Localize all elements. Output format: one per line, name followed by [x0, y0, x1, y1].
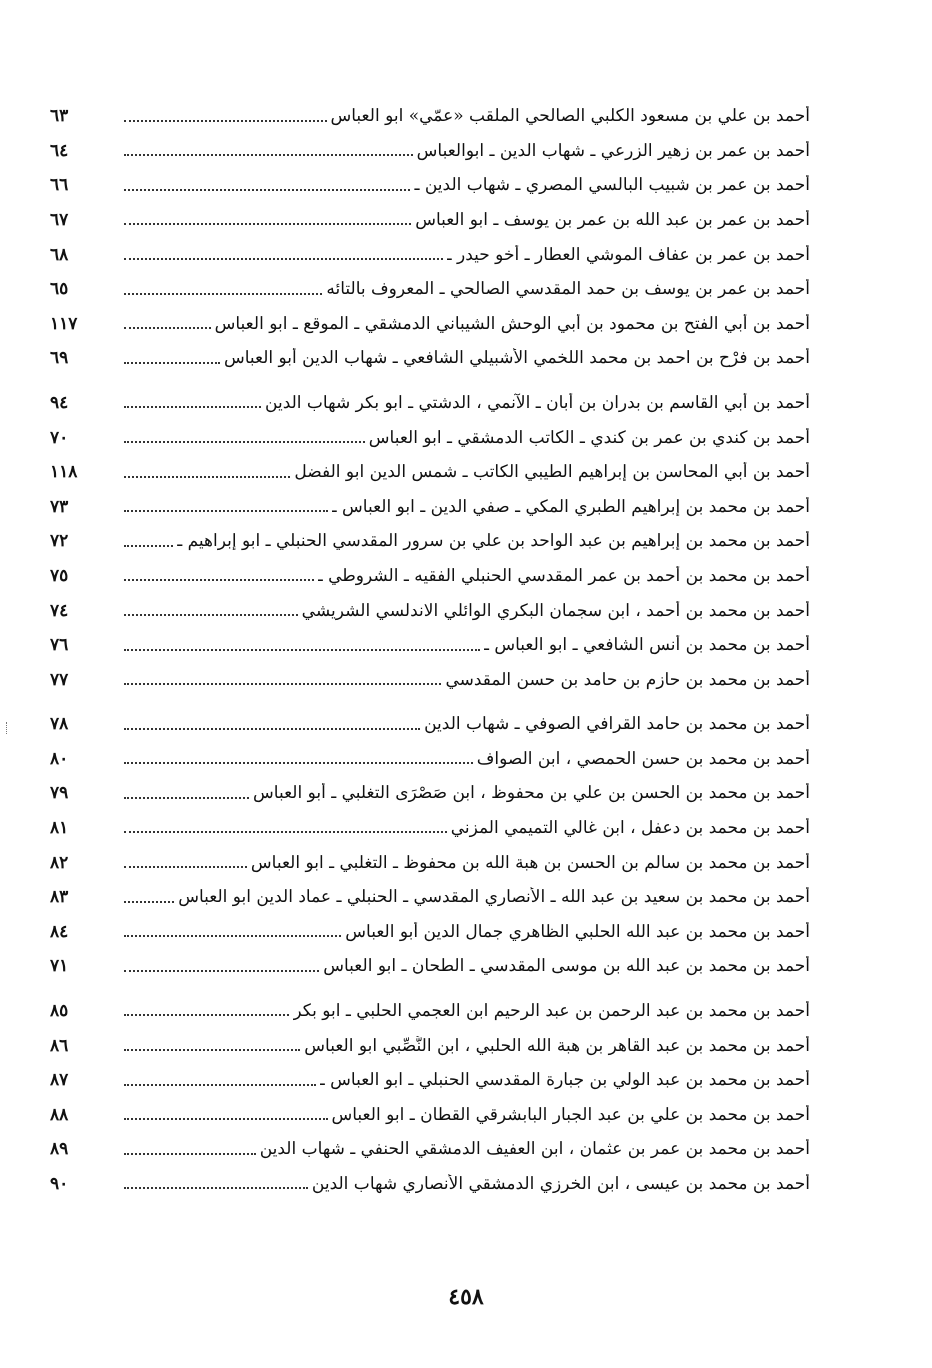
dot-leader — [124, 728, 420, 730]
index-entry — [50, 704, 810, 739]
entry-page-number: ٦٥ — [50, 279, 69, 300]
index-entry — [50, 773, 810, 808]
entry-title: أحمد بن محمد بن عمر بن عثمان ، ابن العفيف الدمشقي الحنفي ـ شهاب الدين — [259, 1139, 810, 1160]
dot-leader — [124, 649, 480, 651]
index-entry — [50, 417, 810, 452]
entry-page-number: ٨٤ — [50, 921, 69, 942]
index-entry — [50, 521, 810, 556]
entry-page-number: ٦٤ — [50, 140, 69, 161]
dot-leader — [124, 579, 314, 581]
entry-page-number: ٨٩ — [50, 1139, 69, 1160]
dot-leader — [124, 1118, 328, 1120]
dot-leader — [124, 293, 322, 295]
dot-leader — [124, 970, 319, 972]
entry-title: أحمد بن عمر بن عفاف الموشي العطار ـ أخو حيدر ـ — [446, 244, 810, 265]
index-entry — [50, 660, 810, 695]
entry-page-number: ٧٢ — [50, 531, 69, 552]
entry-page-number: ٧٣ — [50, 496, 69, 517]
entry-title: أحمد بن أبي المحاسن بن إبراهيم الطيبي الكاتب ـ شمس الدين ابو الفضل — [294, 462, 810, 483]
entry-title: أحمد بن محمد بن عبد القاهر بن هبة الله الحلبي ، ابن النُّصِّبي ابو العباس — [304, 1035, 810, 1056]
dot-leader — [124, 1049, 300, 1051]
dot-leader — [124, 1153, 256, 1155]
dot-leader — [124, 510, 328, 512]
margin-mark — [6, 722, 9, 734]
entry-page-number: ٨٣ — [50, 887, 69, 908]
entry-page-number: ٦٣ — [50, 106, 69, 127]
dot-leader — [124, 258, 443, 260]
dot-leader — [124, 189, 410, 191]
entry-title: أحمد بن محمد بن عبد الله بن موسى المقدسي ـ الطحان ـ ابو العباس — [323, 956, 810, 977]
index-entry — [50, 946, 810, 981]
entry-title: أحمد بن محمد بن حسن الحمصي ، ابن الصواف — [476, 748, 810, 769]
entry-title: أحمد بن كندي بن عمر بن كندي ـ الكاتب الدمشقي ـ ابو العباس — [368, 427, 810, 448]
dot-leader — [124, 223, 411, 225]
index-entry — [50, 739, 810, 774]
index-entry — [50, 590, 810, 625]
index-entry — [50, 452, 810, 487]
entry-title: أحمد بن أبي الفتح بن محمود بن أبي الوحش الشيباني الدمشقي ـ الموقع ـ ابو العباس — [214, 313, 810, 334]
entry-page-number: ٦٩ — [50, 348, 69, 369]
entry-page-number: ١١٨ — [50, 462, 78, 483]
index-entry — [50, 912, 810, 947]
dot-leader — [124, 545, 173, 547]
index-entry — [50, 556, 810, 591]
index-entry — [50, 1164, 810, 1199]
dot-leader — [124, 866, 247, 868]
entry-page-number: ٨١ — [50, 818, 69, 839]
index-entry — [50, 842, 810, 877]
entry-page-number: ٧٦ — [50, 635, 69, 656]
index-entry — [50, 1129, 810, 1164]
page-number-footer: ٤٥٨ — [448, 1284, 484, 1310]
index-entry — [50, 808, 810, 843]
entry-title: أحمد بن محمد بن حامد القرافي الصوفي ـ شهاب الدين — [424, 714, 810, 735]
dot-leader — [124, 797, 249, 799]
entry-page-number: ٦٨ — [50, 244, 69, 265]
index-entry — [50, 1060, 810, 1095]
entry-title: أحمد بن محمد بن إبراهيم الطبري المكي ـ صفي الدين ـ ابو العباس ـ — [331, 496, 810, 517]
dot-leader — [124, 154, 413, 156]
index-entry — [50, 338, 810, 373]
index-entry — [50, 1095, 810, 1130]
entry-page-number: ٧٧ — [50, 669, 69, 690]
dot-leader — [124, 831, 447, 833]
dot-leader — [124, 120, 327, 122]
entry-page-number: ٨٨ — [50, 1104, 69, 1125]
entry-page-number: ٨٥ — [50, 1001, 69, 1022]
index-entry — [50, 383, 810, 418]
dot-leader — [124, 762, 473, 764]
index-list — [50, 96, 810, 1198]
entry-page-number: ٧١ — [50, 956, 69, 977]
entry-page-number: ٧٥ — [50, 565, 69, 586]
index-entry — [50, 304, 810, 339]
entry-page-number: ٨٠ — [50, 748, 69, 769]
index-entry — [50, 991, 810, 1026]
entry-title: أحمد بن محمد بن سالم بن الحسن بن هبة الله بن محفوظ ـ التغلبي ـ ابو العباس — [250, 852, 810, 873]
entry-title: أحمد بن محمد بن عبد الله الحلبي الظاهري جمال الدين أبو العباس — [345, 921, 810, 942]
index-entry — [50, 487, 810, 522]
index-entry — [50, 269, 810, 304]
index-entry — [50, 877, 810, 912]
entry-page-number: ٩٤ — [50, 392, 69, 413]
dot-leader — [124, 935, 341, 937]
dot-leader — [124, 406, 261, 408]
dot-leader — [124, 901, 174, 903]
dot-leader — [124, 327, 211, 329]
entry-title: أحمد بن محمد بن أنس الشافعي ـ ابو العباس ـ — [483, 635, 810, 656]
index-entry — [50, 1025, 810, 1060]
entry-title: أحمد بن محمد بن علي بن عبد الجبار البابشرقي القطان ـ ابو العباس — [331, 1104, 810, 1125]
dot-leader — [124, 1187, 308, 1189]
dot-leader — [124, 683, 441, 685]
entry-title: أحمد بن محمد بن سعيد بن عبد الله ـ الأنصاري المقدسي ـ الحنبلي ـ عماد الدين ابو العباس — [178, 887, 810, 908]
entry-title: أحمد بن محمد بن إبراهيم بن عبد الواحد بن علي بن سرور المقدسي الحنبلي ـ ابو إبراهيم ـ — [177, 531, 810, 552]
dot-leader — [124, 614, 298, 616]
entry-title: أحمد بن محمد بن عبد الولي بن جبارة المقدسي الحنبلي ـ ابو العباس ـ — [319, 1070, 810, 1091]
entry-page-number: ٦٦ — [50, 175, 69, 196]
entry-title: أحمد بن عمر بن زهير الزرعي ـ شهاب الدين ـ ابوالعباس — [416, 140, 810, 161]
entry-title: أحمد بن محمد بن أحمد ، ابن سجمان البكري الوائلي الاندلسي الشريشي — [301, 600, 810, 621]
entry-page-number: ٧٠ — [50, 427, 69, 448]
index-entry — [50, 165, 810, 200]
index-entry — [50, 200, 810, 235]
dot-leader — [124, 476, 290, 478]
index-entry — [50, 234, 810, 269]
entry-page-number: ٧٤ — [50, 600, 69, 621]
entry-title: أحمد بن محمد بن حازم بن حامد بن حسن المقدسي — [445, 669, 810, 690]
entry-page-number: ١١٧ — [50, 313, 78, 334]
entry-title: أحمد بن علي بن مسعود الكلبي الصالحي الملقب «عمّي» ابو العباس — [330, 106, 810, 127]
entry-page-number: ٨٧ — [50, 1070, 69, 1091]
dot-leader — [124, 441, 365, 443]
entry-page-number: ٧٩ — [50, 783, 69, 804]
entry-title: أحمد بن فرْح بن احمد بن محمد اللخمي الأشبيلي الشافعي ـ شهاب الدين أبو العباس — [223, 348, 810, 369]
dot-leader — [124, 1014, 289, 1016]
entry-title: أحمد بن محمد بن أحمد بن عمر المقدسي الحنبلي الفقيه ـ الشروطي ـ — [317, 565, 810, 586]
entry-page-number: ٧٨ — [50, 714, 69, 735]
entry-title: أحمد بن أبي القاسم بن بدران بن أبان ـ الآنمي ، الدشتي ـ ابو بكر شهاب الدين — [265, 392, 810, 413]
entry-page-number: ٨٢ — [50, 852, 69, 873]
index-entry — [50, 131, 810, 166]
entry-title: أحمد بن محمد بن عبد الرحمن بن عبد الرحيم ابن العجمي الحلبي ـ ابو بكر — [293, 1001, 810, 1022]
entry-title: أحمد بن محمد بن الحسن بن علي بن محفوظ ، ابن صَصْرَى التغلبي ـ أبو العباس — [253, 783, 810, 804]
entry-title: أحمد بن عمر بن شبيب البالسي المصري ـ شهاب الدين ـ — [414, 175, 810, 196]
entry-title: أحمد بن عمر بن يوسف بن حمد المقدسي الصالحي ـ المعروف بالتائه — [326, 279, 810, 300]
dot-leader — [124, 362, 220, 364]
entry-page-number: ٨٦ — [50, 1035, 69, 1056]
index-entry — [50, 625, 810, 660]
entry-title: أحمد بن محمد بن دعفل ، ابن غالي التميمي المزني — [450, 818, 810, 839]
dot-leader — [124, 1084, 316, 1086]
entry-page-number: ٦٧ — [50, 209, 69, 230]
entry-title: أحمد بن عمر بن عبد الله بن عمر بن يوسف ـ ابو العباس — [415, 209, 810, 230]
entry-page-number: ٩٠ — [50, 1174, 69, 1195]
entry-title: أحمد بن محمد بن عيسى ، ابن الخرزي الدمشقي الأنصاري شهاب الدين — [311, 1174, 810, 1195]
index-entry — [50, 96, 810, 131]
